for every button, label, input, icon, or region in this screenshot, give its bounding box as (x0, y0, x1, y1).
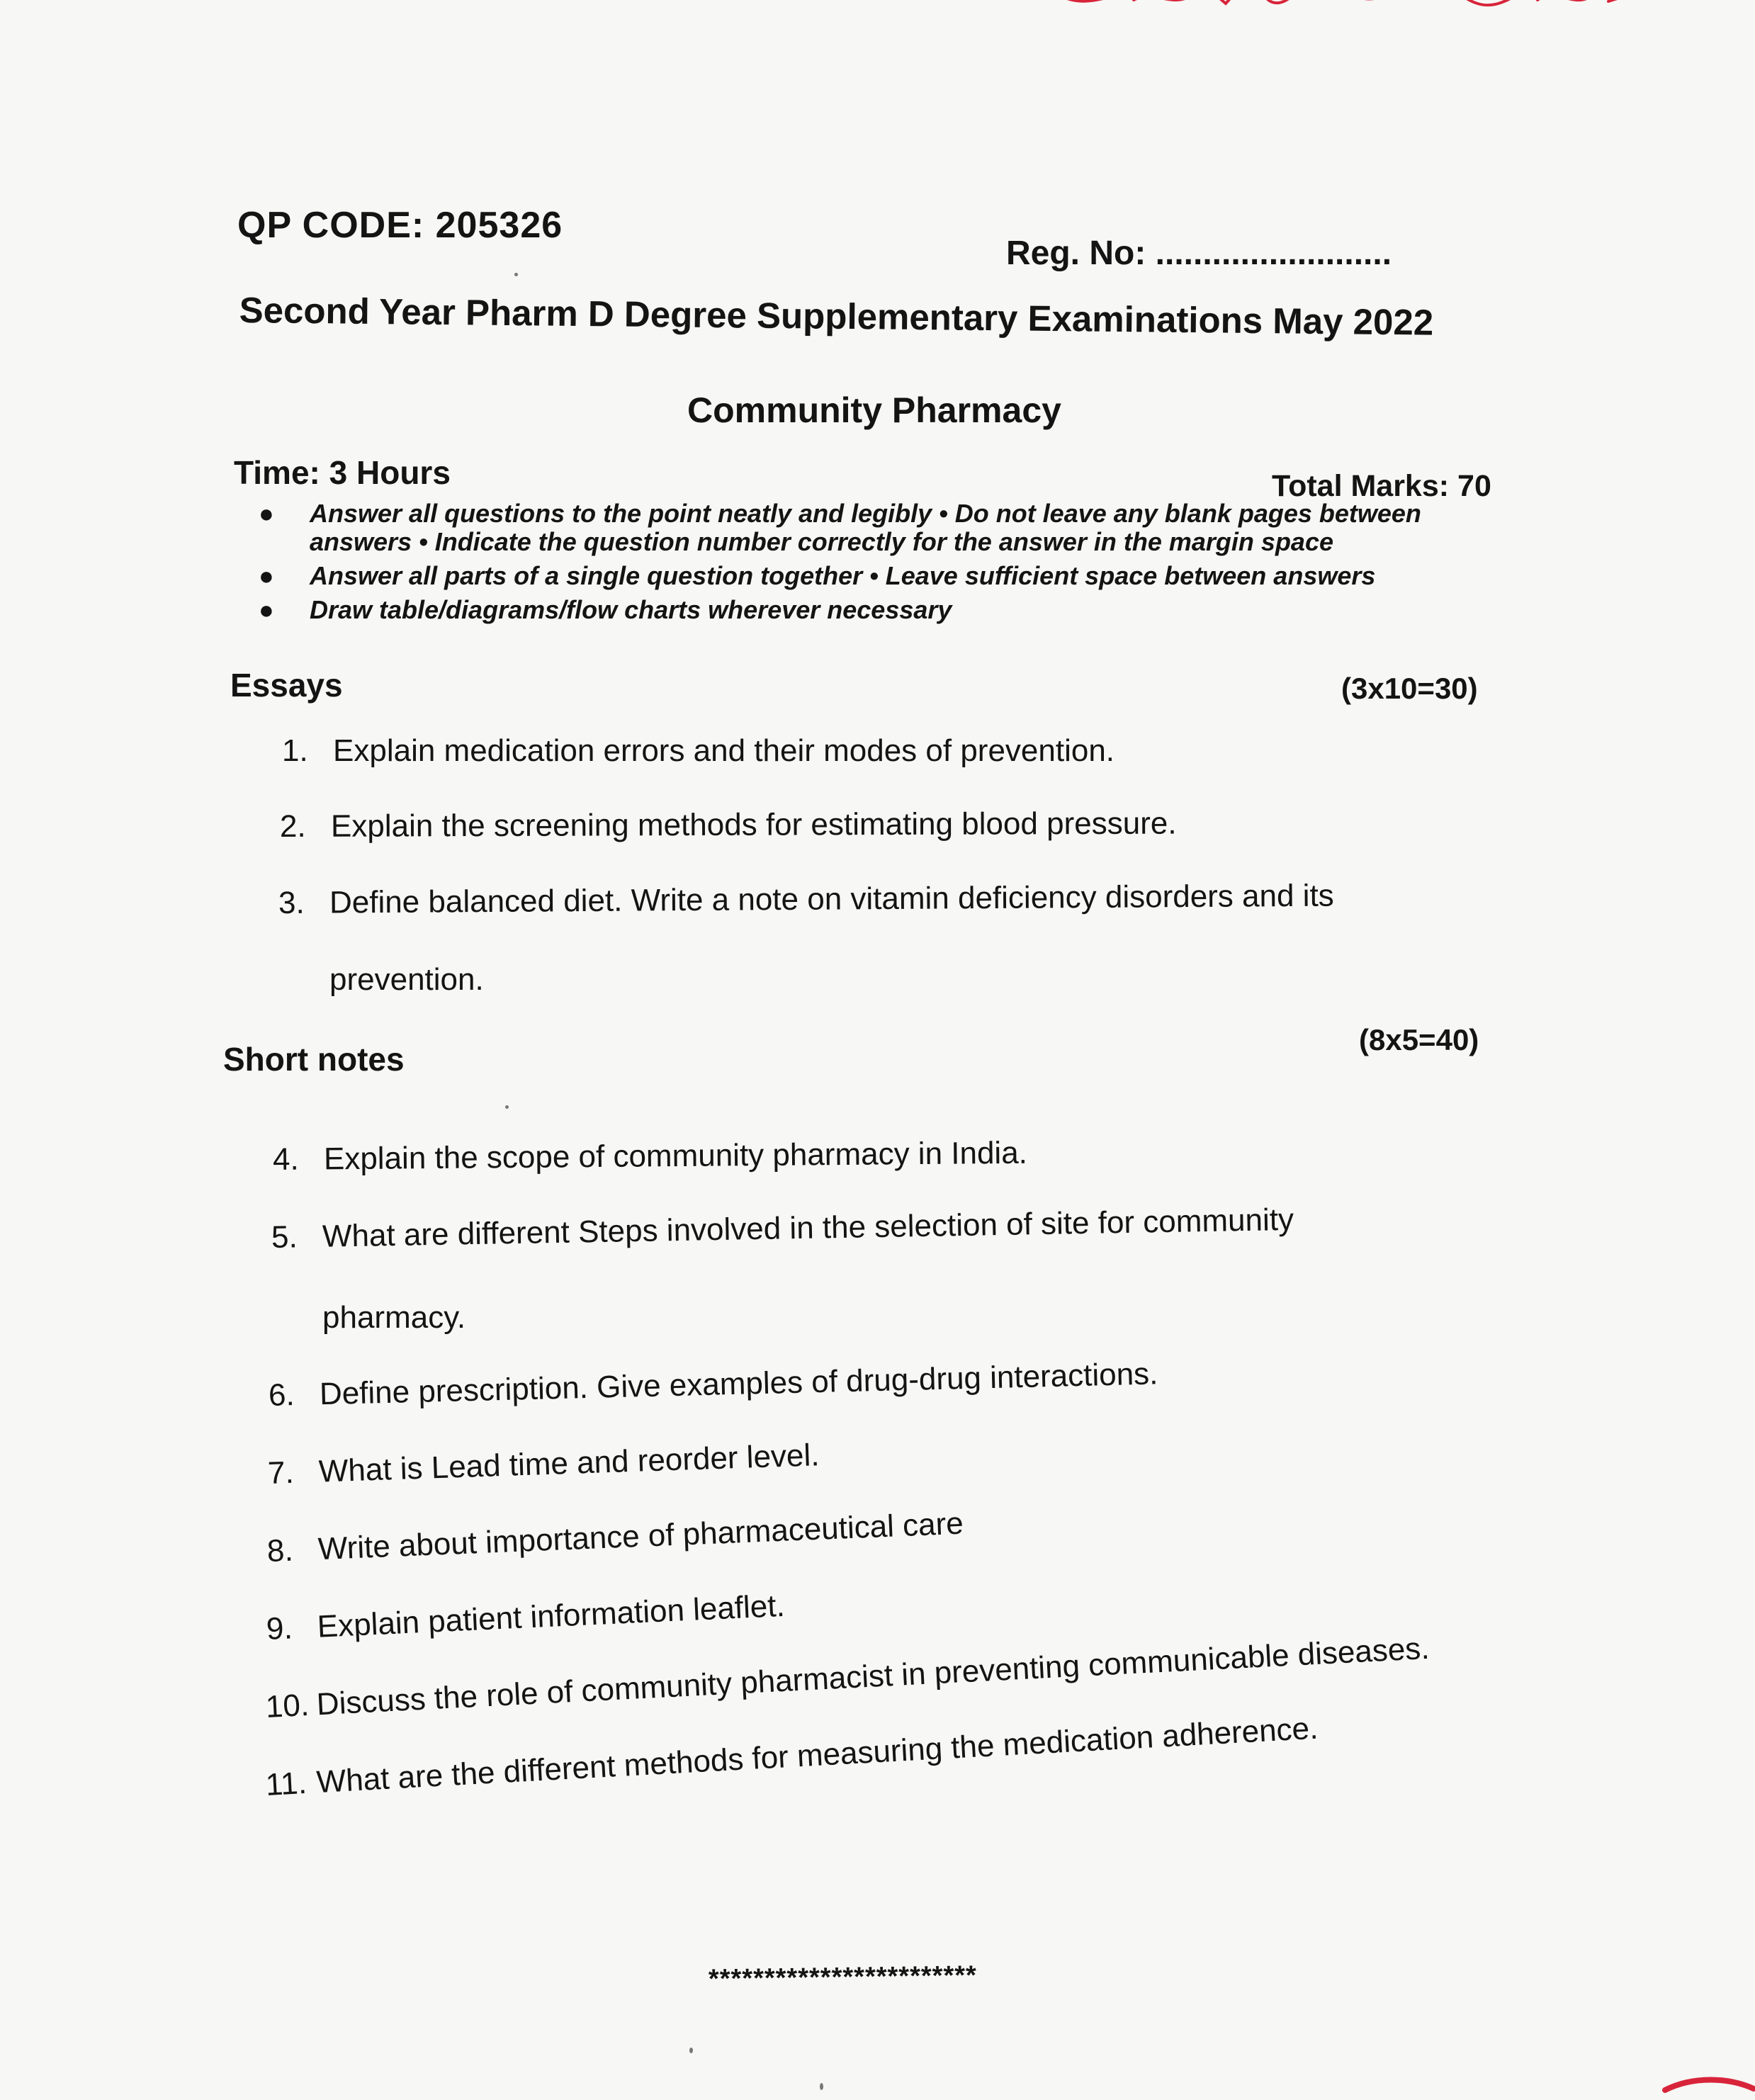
instruction-item (259, 596, 1506, 624)
essays-heading: Essays (230, 667, 343, 704)
question-number: 9. (265, 1610, 293, 1647)
question-text: Explain the screening methods for estimating blood pressure. (330, 806, 1177, 844)
question-item (267, 1438, 820, 1491)
end-of-paper-marker: ************************ (708, 1960, 978, 1994)
exam-title: Second Year Pharm D Degree Supplementary Examinations May 2022 (239, 289, 1434, 343)
subject-title: Community Pharmacy (687, 390, 1061, 430)
bullet-icon: ● (259, 595, 274, 624)
total-marks: Total Marks: 70 (1272, 469, 1491, 503)
question-item (271, 1202, 1294, 1255)
paper-speck (514, 273, 518, 276)
question-item (266, 1588, 786, 1647)
question-item (265, 1711, 1319, 1803)
short-notes-heading: Short notes (223, 1041, 405, 1078)
paper-speck (505, 1105, 509, 1109)
question-item (282, 733, 1114, 769)
question-number: 3. (278, 885, 305, 920)
bullet-icon: ● (259, 499, 274, 528)
question-text: Discuss the role of community pharmacist in preventing communicable diseases. (315, 1630, 1430, 1722)
question-item (278, 879, 1334, 921)
question-number: 8. (266, 1532, 294, 1569)
registration-number: Reg. No: ......................... (1006, 235, 1392, 272)
question-item (280, 806, 1177, 845)
question-item (266, 1506, 964, 1569)
question-text: Define balanced diet. Write a note on vitamin deficiency disorders and its (329, 878, 1334, 920)
question-text: Explain the scope of community pharmacy in India. (323, 1135, 1028, 1177)
instruction-item (259, 499, 1506, 556)
paper-speck (820, 2083, 823, 2090)
question-number: 4. (272, 1141, 299, 1177)
question-text: Define prescription. Give examples of drug-drug interactions. (319, 1356, 1158, 1412)
essays-marks: (3x10=30) (1341, 672, 1478, 705)
instruction-text: Answer all questions to the point neatly and legibly • Do not leave any blank pages between answers • Indicate the question number correctly for the answer in the margin space (310, 499, 1421, 556)
exam-duration: Time: 3 Hours (234, 454, 451, 491)
question-text: Explain medication errors and their modes of prevention. (333, 733, 1115, 768)
instruction-item (259, 562, 1506, 590)
red-pen-mark (1658, 2069, 1755, 2100)
instructions-list (259, 499, 1506, 630)
question-continuation: pharmacy. (322, 1300, 466, 1335)
short-notes-marks: (8x5=40) (1359, 1023, 1479, 1056)
question-number: 1. (282, 733, 308, 768)
question-number: 10. (264, 1687, 310, 1724)
instruction-text: Answer all parts of a single question together • Leave sufficient space between answers (310, 561, 1376, 590)
bullet-icon: ● (259, 561, 274, 590)
question-number: 6. (268, 1377, 295, 1413)
question-number: 11. (264, 1765, 308, 1802)
question-number: 2. (279, 808, 306, 844)
question-text: What are different Steps involved in the selection of site for community (322, 1202, 1294, 1254)
question-item (268, 1356, 1158, 1413)
red-handwritten-note (1049, 0, 1630, 28)
question-continuation: prevention. (329, 962, 484, 997)
paper-speck (689, 2048, 693, 2053)
question-number: 7. (267, 1455, 295, 1491)
question-text: What is Lead time and reorder level. (318, 1438, 820, 1489)
question-text: Write about importance of pharmaceutical care (317, 1506, 964, 1567)
instruction-text: Draw table/diagrams/flow charts wherever necessary (310, 595, 952, 624)
question-item (265, 1631, 1430, 1725)
question-text: Explain patient information leaflet. (316, 1588, 786, 1644)
question-item (273, 1136, 1027, 1178)
qp-code: QP CODE: 205326 (237, 205, 563, 246)
question-number: 5. (271, 1219, 298, 1255)
question-text: What are the different methods for measuring the medication adherence. (315, 1710, 1319, 1800)
